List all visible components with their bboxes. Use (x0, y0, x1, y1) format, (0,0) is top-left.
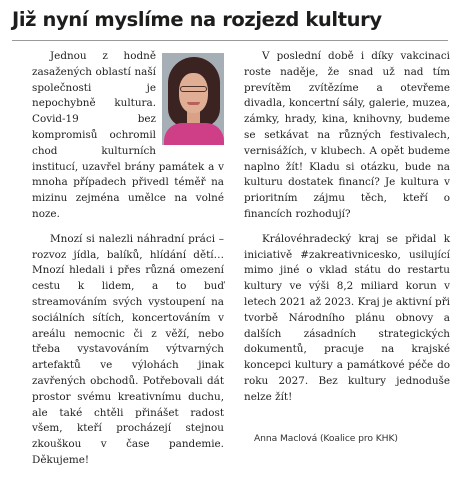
article-headline: Již nyní myslíme na rozjezd kultury (12, 8, 382, 31)
headline-divider (12, 40, 448, 41)
left-paragraph-1: Jednou z hodně zasažených oblastí naší společnosti je nepochybně kultura. Covid-19 bez kompromisů ochromil chod kulturních institucí, uzavřel brány památek a v mnoha případech přivedl téměř na mizinu zejména umělce na volné noze. (32, 50, 224, 220)
right-paragraph-1: V poslední době i díky vakcinaci roste naděje, že snad už nad tím prevítěm zvítězíme a otevřeme divadla, koncertní sály, galerie, muzea, zámky, hrady, kina, knihovny, budeme se setkávat na různých festivalech, vernisážích, v klubech. A opět budeme naplno žít! Kladu si otázku, bude na kulturu dostatek financí? Je kultura v prioritním zájmu těch, kteří o financích rozhodují? (244, 50, 450, 220)
right-paragraph-2: Královéhradecký kraj se přidal k iniciativě #zakreativnicesko, usilující mimo jiné o vklad státu do restartu kultury ve výši 8,2 miliard korun v letech 2021 až 2023. Kraj je aktivní při tvorbě Národního plánu obnovy a dalších zásadních strategických dokumentů, pracuje na krajské koncepci kultury a památkové péče do roku 2027. Bez kultury jednoduše nelze žít! (244, 232, 450, 403)
left-paragraph-2: Mnozí si nalezli náhradní práci – rozvoz jídla, balíků, hlídání dětí… Mnozí hledali i přes různá omezení cestu k lidem, a to buď streamováním svých vystoupení na sociálních sítích, koncertováním v areálu nemocnic či z věží, nebo třeba vystavováním výtvarných artefaktů ve výlohách jinak zavřených obchodů. Potřebovali dát prostor svému kreativnímu duchu, ale také chtěli přinášet radost všem, kteří procházejí stejnou zkouškou v čase pandemie. Děkujeme! (32, 232, 224, 466)
author-photo (162, 53, 224, 145)
photo-shirt (164, 123, 224, 145)
left-column (32, 49, 224, 469)
author-signature: Anna Maclová (Koalice pro KHK) (254, 433, 398, 444)
photo-glasses (180, 86, 207, 92)
right-column (244, 49, 450, 406)
photo-mouth (187, 102, 200, 105)
photo-face (179, 73, 208, 113)
